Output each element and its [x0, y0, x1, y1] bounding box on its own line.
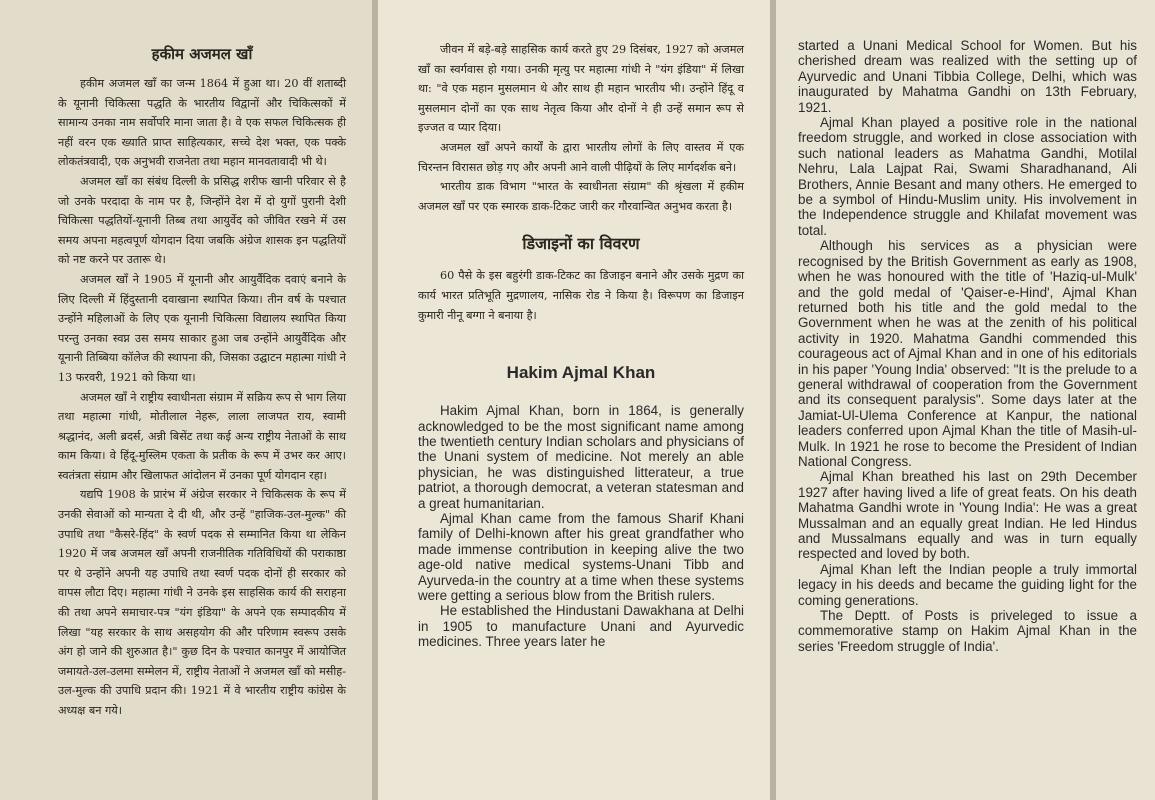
hindi-paragraph: अजमल खाँ ने राष्ट्रीय स्वाधीनता संग्राम में सक्रिय रूप से भाग लिया तथा महात्मा गांधी, मोतीलाल नेहरू, लाला लाजपत राय, स्वामी श्रद्धानंद, अली ब्रदर्स, अन्नी बिसेंट तथा कई अन्य राष्ट्रीय नेताओं के साथ काम किया। वे हिंदू-मुस्लिम एकता के प्रतीक के रूप में उभर कर आए। स्वतंत्रता संग्राम और खिलाफत आंदोलन में उनका पूर्ण योगदान रहा।: [58, 390, 346, 482]
middle-panel: [378, 0, 770, 800]
design-heading: डिजाइनों का विवरण: [522, 234, 640, 254]
design-description: [418, 266, 744, 325]
right-panel-english: [776, 0, 1155, 800]
english-paragraph: Ajmal Khan played a positive role in the national freedom struggle, and worked in close association with such national leaders as Mahatma Gandhi, Motilal Nehru, Lala Lajpat Rai, Swami Sharadhanand, Ali Brothers, Annie Besant and many others. He emerged to be a symbol of Hindu-Muslim unity. His involvement in the Independence struggle and Khilafat movement was total.: [798, 115, 1137, 238]
hindi-biography: [58, 74, 346, 721]
english-title: Hakim Ajmal Khan: [506, 363, 656, 383]
english-paragraph: He established the Hindustani Dawakhana at Delhi in 1905 to manufacture Unani and Ayurvedic medicines. Three years later he: [418, 603, 744, 650]
hindi-title: हकीम अजमल खाँ: [151, 45, 253, 63]
english-paragraph: Ajmal Khan came from the famous Sharif Khani family of Delhi-known after his great grandfather who made immense contribution in keeping alive the two age-old native medical systems-Unani Tibb and Ayurveda-in the country at a time when these systems were getting a serious blow from the British rulers.: [418, 510, 744, 603]
hindi-paragraph: अजमल खाँ ने 1905 में यूनानी और आयुर्वैदिक दवाएं बनाने के लिए दिल्ली में हिंदुस्तानी दवाखाना स्थापित किया। तीन वर्ष के पश्चात उन्होंने महिलाओं के लिए एक यूनानी चिकित्सा विद्यालय स्थापित किया परन्तु उनका स्वप्न उस समय साकार हुआ जब उन्होंने आयुर्वैदिक और यूनानी तिब्बिया कॉलेज की स्थापना की, जिसका उद्घाटन महात्मा गांधी ने 13 फरवरी, 1921 को किया था।: [58, 272, 347, 384]
english-paragraph: Ajmal Khan breathed his last on 29th December 1927 after having lived a life of great feats. On his death Mahatma Gandhi wrote in 'Young India': He was a great Mussalman and an equally great Indian. He led Hindus and Mussalmans equally and was in turn equally respected and loved by both.: [798, 469, 1137, 562]
design-text: 60 पैसे के इस बहुरंगी डाक-टिकट का डिजाइन बनाने और उसके मुद्रण का कार्य भारत प्रतिभूति मुद्रणालय, नासिक रोड ने किया है। विरूपण का डिजाइन कुमारी नीनू बग्गा ने बनाया है।: [418, 269, 744, 322]
hindi-paragraph: जीवन में बड़े-बड़े साहसिक कार्य करते हुए 29 दिसंबर, 1927 को अजमल खाँ का स्वर्गवास हो गया। उनकी मृत्यु पर महात्मा गांधी ने "यंग इंडिया" में लिखा था: "वे एक महान मुसलमान थे और साथ ही महान भारतीय भी। उन्होंने हिंदू व मुसलमान दोनों का एक साथ नेतृत्व किया और दोनों ने ही उन्हें समान रूप से इज्जत व प्यार दिया।: [418, 43, 744, 135]
hindi-paragraph: अजमल खाँ अपने कार्यों के द्वारा भारतीय लोगों के लिए वास्तव में एक चिरन्तन विरासत छोड़ गए और अपनी आने वाली पीढ़ियों के लिए मार्गदर्शक बने।: [418, 140, 744, 174]
english-paragraph: Hakim Ajmal Khan, born in 1864, is generally acknowledged to be the most significant name among the twentieth century Indian scholars and physicians of the Unani system of medicine. Not merely an able physician, he was distinguished litterateur, a true patriot, a thorough democrat, a veteran statesman and a great humanitarian.: [418, 403, 744, 511]
english-continuation: [798, 38, 1137, 654]
english-paragraph: Ajmal Khan left the Indian people a truly immortal legacy in his deeds and became the guiding light for the coming generations.: [798, 561, 1137, 608]
english-biography: [418, 403, 744, 650]
hindi-paragraph: हकीम अजमल खाँ का जन्म 1864 में हुआ था। 20 वीं शताब्दी के यूनानी चिकित्सा पद्धति के भारतीय विद्वानों और चिकित्सकों में सामान्य उनका नाम सर्वोपरि माना जाता है। वे एक सफल चिकित्सक ही नहीं वरन एक ख्याति प्राप्त साहित्यकार, सच्चे देश भक्त, एक पक्के लोकतंत्रवादी, एक अनुभवी राजनेता तथा महान मानवतावादी भी थे।: [58, 77, 346, 169]
hindi-paragraph: यद्यपि 1908 के प्रारंभ में अंग्रेज सरकार ने चिकित्सक के रूप में उनकी सेवाओं को मान्यता दे दी थी, और उन्हें "हाजिक-उल-मुल्क" की उपाधि तथा "कैसरे-हिंद" के स्वर्ण पदक से सम्मानित किया था लेकिन 1920 में जब अजमल खाँ अपनी राजनीतिक गतिविधियों की पराकाष्ठा पर थे उन्होंने अपनी यह उपाधि तथा स्वर्ण पदक दोनों ही सरकार को वापस लौटा दिए। महात्मा गांधी ने उनके इस साहसिक कार्य की सराहना की तथा अपने समाचार-पत्र "यंग इंडिया" के अपने एक सम्पादकीय में लिखा "यह सरकार के साथ असहयोग की और परिणाम स्वरूप उसके अंग हो जाने की शुरुआत है।" कुछ दिन के पश्चात कानपुर में आयोजित जमायते-उल-उलमा सम्मेलन में, राष्ट्रीय नेताओं ने अजमल खाँ को मसीह-उल-मुल्क की उपाधि प्रदान की। 1921 में वे भारतीय राष्ट्रीय कांग्रेस के अध्यक्ष बन गये।: [58, 488, 346, 717]
hindi-paragraph: अजमल खाँ का संबंध दिल्ली के प्रसिद्ध शरीफ खानी परिवार से है जो उनके परदादा के नाम पर है, जिन्होंने देश में दो युगों पुरानी देशी चिकित्सा पद्धतियों-यूनानी तिब्ब तथा आयुर्वेद को जीवित रखने में उस समय अपना महत्वपूर्ण योगदान दिया जबकि अंग्रेज शासक इन पद्धतियों को नष्ट करने पर उतारू थे।: [58, 174, 346, 267]
english-paragraph: Although his services as a physician were recognised by the British Government as early as 1908, when he was honoured with the title of 'Haziq-ul-Mulk' and the gold medal of 'Qaiser-e-Hind', Ajmal Khan returned both his title and the gold medal to the Government when he was at the zenith of his political activity in 1920. Mahatma Gandhi commended this courageous act of Ajmal Khan and in one of his editorials in his paper 'Young India' observed: "It is the prelude to a general withdrawal of cooperation from the Government and its consequent paralysis". Some days later at the Jamiat-Ul-Ulema Conference at Kanpur, the national leaders conferred upon Ajmal Khan the title of Masih-ul-Mulk. In 1921 he rose to become the President of Indian National Congress.: [798, 238, 1137, 469]
hindi-paragraph: भारतीय डाक विभाग "भारत के स्वाधीनता संग्राम" की श्रृंखला में हकीम अजमल खाँ पर एक स्मारक डाक-टिकट जारी कर गौरवान्वित अनुभव करता है।: [418, 180, 744, 213]
hindi-continuation: [418, 40, 744, 216]
english-paragraph: The Deptt. of Posts is priveleged to issue a commemorative stamp on Hakim Ajmal Khan in the series 'Freedom struggle of India'.: [798, 608, 1137, 654]
english-paragraph: started a Unani Medical School for Women. But his cherished dream was realized with the setting up of Ayurvedic and Unani Tibbia College, Delhi, which was inaugurated by Mahatma Gandhi on 13th February, 1921.: [798, 38, 1137, 115]
left-panel-hindi: [0, 0, 372, 800]
